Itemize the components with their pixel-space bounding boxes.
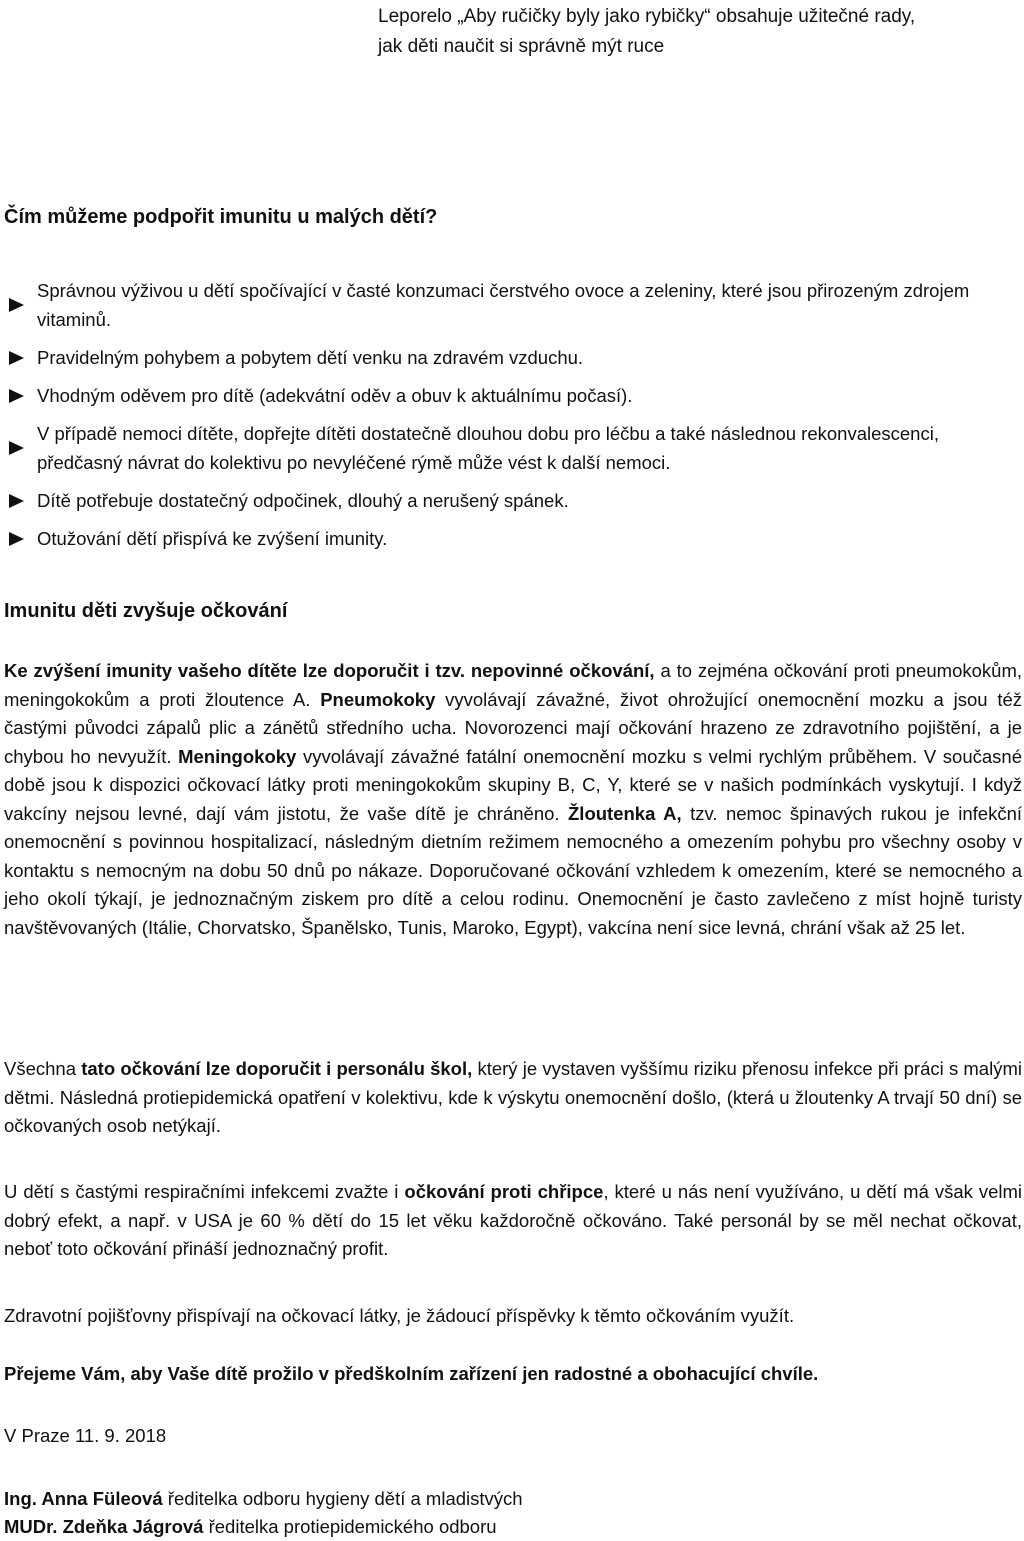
bold-text: očkování proti chřipce [404,1181,604,1202]
signatory-role: ředitelka protiepidemického odboru [203,1516,497,1537]
list-item [4,381,1014,410]
section-heading-vaccination: Imunitu děti zvyšuje očkování [4,600,288,622]
arrow-bullet-icon [9,441,24,455]
list-item [4,524,1014,553]
list-item-text: Pravidelným pohybem a pobytem dětí venku na zdravém vzduchu. [37,347,584,368]
text-run: , které u nás není využíváno, u dětí má však velmi dobrý efekt, a např. v USA je 60 % dětí do 15 let věku každoročně očkováno. Také personál by se měl nechat očkovat, neboť toto očkování přináší jednoznačný profit. [4,1181,1023,1259]
place-date: V Praze 11. 9. 2018 [4,1425,167,1446]
text-run: Všechna [4,1058,82,1079]
text-run: který je vystaven vyššímu riziku přenosu infekce při práci s malými dětmi. Následná protiepidemická opatření v kolektivu, kde k výskytu onemocnění došlo, (která u žloutenky A trvají 50 dní) se očkovaných osob netýkají. [4,1058,1022,1136]
arrow-bullet-icon [9,494,24,508]
arrow-bullet-icon [9,532,24,546]
signature-line [4,1485,523,1513]
text-run: vyvolávají závažné fatální onemocnění mozku s velmi rychlým průběhem. V současné době jsou k dispozici očkovací látky proti meningokokům skupiny B, C, Y, které se v našich podmínkách vyskytují. I když vakcíny nejsou levné, dají vám jistotu, že vaše dítě je chráněno. [4,745,1022,824]
intro-text [378,2,1018,62]
text-run: vyvolávají závažné, život ohrožující onemocnění mozku a jsou též častými původci zápalů plic a zánětů středního ucha. Novorozenci mají očkování hrazeno ze zdravotního pojištění, a je chybou ho nevyužít. [4,688,1022,767]
bold-text: Ke zvýšení imunity vašeho dítěte lze doporučit i tzv. nepovinné očkování, [4,660,655,681]
insurance-paragraph: Zdravotní pojišťovny přispívají na očkovací látky, je žádoucí příspěvky k těmto očkováním využít. [4,1305,795,1326]
immunity-tips-list [4,276,1014,562]
intro-line-1: Leporelo „Aby ručičky byly jako rybičky“ obsahuje užitečné rady, [378,6,916,27]
flu-vaccination-paragraph [4,1178,1022,1264]
list-item-text: V případě nemoci dítěte, dopřejte dítěti dostatečně dlouhou dobu pro léčbu a také následnou rekonvalescenci, předčasný návrat do kolektivu po nevyléčené rýmě může vést k další nemoci. [37,423,939,473]
signatory-role: ředitelka odboru hygieny dětí a mladistvých [162,1488,523,1509]
arrow-bullet-icon [9,389,24,403]
arrow-bullet-icon [9,298,24,312]
bold-text: tato očkování lze doporučit i personálu škol, [81,1058,473,1079]
text-run: a to zejména očkování proti pneumokokům, meningokokům a proti žloutence A. [4,660,1023,710]
staff-vaccination-paragraph [4,1055,1022,1141]
signature-line [4,1513,497,1541]
list-item-text: Správnou výživou u dětí spočívající v časté konzumaci čerstvého ovoce a zeleniny, které jsou přirozeným zdrojem vitaminů. [37,280,970,330]
signatory-name: MUDr. Zdeňka Jágrová [4,1516,204,1537]
signatory-name: Ing. Anna Füleová [4,1488,163,1509]
text-run: tzv. nemoc špinavých rukou je infekční onemocnění s povinnou hospitalizací, následným dietním režimem nemocného a omezením pohybu pro všechny osoby v kontaktu s nemocným na dobu 50 dnů po nákaze. Doporučované očkování vzhledem k omezením, které se nemocného a jeho okolí týkají, je jednoznačným ziskem pro dítě a celou rodinu. Onemocnění je často zavlečeno z míst hojně turisty navštěvovaných (Itálie, Chorvatsko, Španělsko, Tunis, Maroko, Egypt), vakcína není sice levná, chrání však až 25 let. [4,802,1022,938]
list-item [4,276,1014,334]
section-heading-immunity: Čím můžeme podpořit imunitu u malých dětí? [4,206,438,228]
closing-wish: Přejeme Vám, aby Vaše dítě prožilo v předškolním zařízení jen radostné a obohacující chvíle. [4,1363,819,1384]
list-item-text: Dítě potřebuje dostatečný odpočinek, dlouhý a nerušený spánek. [37,490,569,511]
bold-text: Meningokoky [178,745,297,767]
bold-text: Žloutenka A, [568,802,682,824]
list-item-text: Otužování dětí přispívá ke zvýšení imunity. [37,528,388,549]
list-item-text: Vhodným oděvem pro dítě (adekvátní oděv a obuv k aktuálnímu počasí). [37,385,633,406]
list-item [4,486,1014,515]
list-item [4,419,1014,477]
vaccination-paragraph [4,657,1022,942]
text-run: U dětí s častými respiračními infekcemi zvažte i [4,1181,405,1202]
list-item [4,343,1014,372]
intro-line-2: jak děti naučit si správně mýt ruce [378,36,665,57]
bold-text: Pneumokoky [320,688,436,710]
arrow-bullet-icon [9,351,24,365]
